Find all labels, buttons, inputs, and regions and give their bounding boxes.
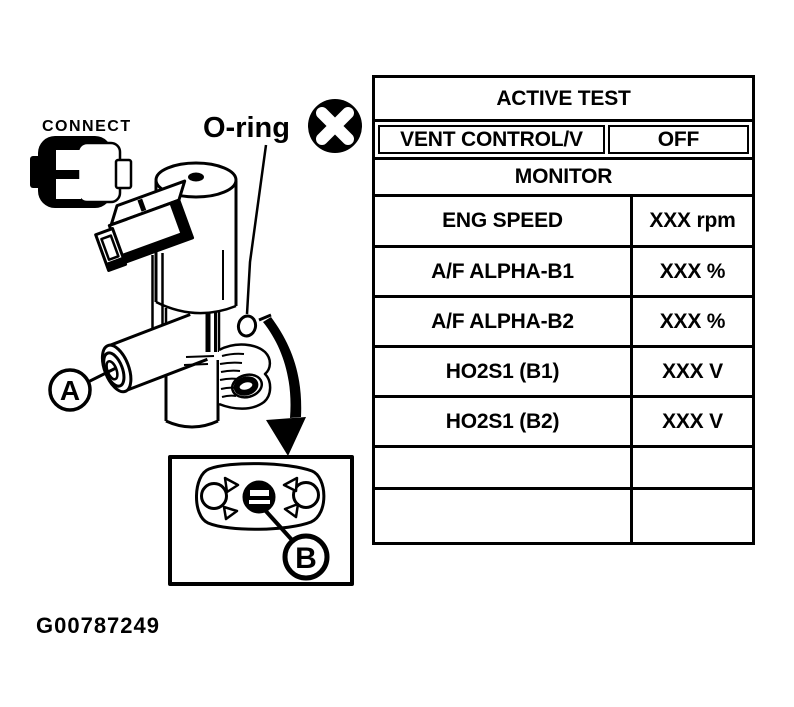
connect-label: CONNECT xyxy=(42,118,132,135)
flange-hole-left xyxy=(202,484,227,509)
active-test-header: ACTIVE TEST xyxy=(496,86,631,110)
consult-active-test-table xyxy=(372,75,755,545)
monitor-label: HO2S1 (B1) xyxy=(375,348,633,395)
monitor-value: XXX V xyxy=(662,359,723,383)
table-row xyxy=(375,487,752,542)
monitor-header: MONITOR xyxy=(514,165,613,188)
callout-a-label: A xyxy=(59,375,81,406)
table-row xyxy=(375,445,752,487)
monitor-header-row xyxy=(375,157,752,194)
monitor-label: ENG SPEED xyxy=(375,197,633,245)
vent-control-value: OFF xyxy=(608,125,749,154)
monitor-label: A/F ALPHA-B1 xyxy=(375,248,633,295)
oring-label: O-ring xyxy=(203,112,290,144)
oring-leader-line xyxy=(247,145,266,314)
monitor-label: HO2S1 (B2) xyxy=(375,398,633,445)
monitor-value xyxy=(633,490,752,542)
monitor-value: XXX % xyxy=(659,259,726,283)
table-row xyxy=(375,395,752,445)
vent-control-label: VENT CONTROL/V xyxy=(378,125,605,154)
connect-icon xyxy=(30,136,131,208)
active-test-header-row xyxy=(375,78,752,119)
vent-control-row xyxy=(375,119,752,157)
callout-b-label: B xyxy=(295,542,317,575)
flange-center-port xyxy=(244,482,275,513)
table-row xyxy=(375,345,752,395)
monitor-value: XXX V xyxy=(662,409,723,433)
figure-code: G00787249 xyxy=(36,613,160,638)
detail-view xyxy=(170,457,352,584)
monitor-value: XXX rpm xyxy=(649,209,736,232)
table-row xyxy=(375,194,752,245)
table-row xyxy=(375,295,752,345)
monitor-label: A/F ALPHA-B2 xyxy=(375,298,633,345)
monitor-label xyxy=(375,448,633,487)
monitor-value: XXX % xyxy=(659,309,726,333)
table-row xyxy=(375,245,752,295)
monitor-value xyxy=(633,448,752,487)
callout-a xyxy=(50,368,116,410)
oring-part xyxy=(237,314,258,337)
monitor-label xyxy=(375,490,633,542)
do-not-reuse-icon xyxy=(308,99,362,153)
